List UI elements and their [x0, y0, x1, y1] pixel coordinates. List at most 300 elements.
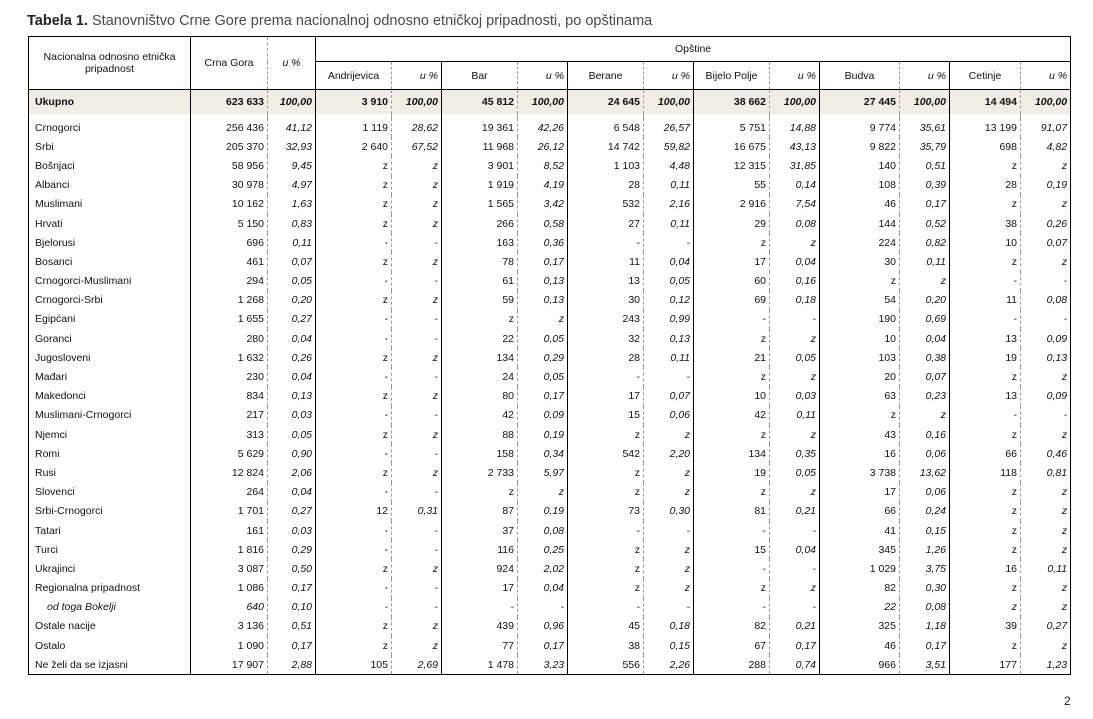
cell-percent: 0,17 — [900, 195, 950, 214]
cell-percent: 0,39 — [900, 176, 950, 195]
row-label: Tatari — [35, 524, 61, 537]
header-country: Crna Gora — [191, 37, 268, 90]
cell-percent: 0,36 — [518, 233, 568, 252]
total-label: Ukupno — [29, 90, 191, 115]
cell-count: 1 565 — [442, 195, 518, 214]
cell-percent: 0,15 — [900, 521, 950, 540]
cell-count: 288 — [694, 655, 770, 675]
cell-count: 21 — [694, 348, 770, 367]
table-title-prefix: Tabela 1. — [27, 13, 88, 29]
cell-count: 1 816 — [191, 540, 268, 559]
cell-percent: - — [770, 521, 820, 540]
cell-percent: 0,05 — [268, 425, 316, 444]
cell-count: 280 — [191, 329, 268, 348]
cell-count: - — [316, 521, 392, 540]
table-row — [29, 444, 1071, 463]
cell-count: - — [568, 367, 644, 386]
cell-percent: 0,04 — [770, 252, 820, 271]
cell-percent: 0,11 — [644, 348, 694, 367]
cell-count: 696 — [191, 233, 268, 252]
table-row — [29, 176, 1071, 195]
row-label: Srbi — [35, 140, 54, 153]
cell-percent: - — [1021, 406, 1071, 425]
cell-count: z — [442, 483, 518, 502]
header-municipality-pct: u % — [644, 62, 694, 90]
cell-count: - — [316, 272, 392, 291]
cell-percent: z — [392, 463, 442, 482]
cell-percent: - — [392, 540, 442, 559]
cell-count: 38 662 — [694, 90, 770, 115]
cell-count: z — [568, 579, 644, 598]
cell-count: 73 — [568, 502, 644, 521]
row-label: Srbi-Crnogorci — [35, 505, 103, 518]
cell-percent: 0,05 — [770, 463, 820, 482]
cell-percent: z — [770, 579, 820, 598]
cell-percent: - — [1021, 272, 1071, 291]
cell-percent: z — [770, 367, 820, 386]
cell-count: 205 370 — [191, 137, 268, 156]
cell-percent: 0,13 — [268, 387, 316, 406]
cell-count: - — [316, 233, 392, 252]
cell-percent: 0,21 — [770, 502, 820, 521]
cell-percent: 0,26 — [1021, 214, 1071, 233]
cell-percent: 0,06 — [900, 483, 950, 502]
cell-count: 243 — [568, 310, 644, 329]
cell-count: 1 086 — [191, 579, 268, 598]
cell-percent: 0,17 — [770, 636, 820, 655]
cell-count: 158 — [442, 444, 518, 463]
cell-count: z — [568, 425, 644, 444]
cell-percent: 0,14 — [770, 176, 820, 195]
table-row — [29, 233, 1071, 252]
cell-percent: z — [1021, 598, 1071, 617]
cell-percent: 0,27 — [268, 502, 316, 521]
cell-percent: 0,20 — [900, 291, 950, 310]
cell-percent: z — [392, 291, 442, 310]
row-label: Makedonci — [35, 390, 86, 403]
cell-percent: 0,19 — [518, 425, 568, 444]
cell-percent: 2,02 — [518, 559, 568, 578]
cell-count: 11 — [950, 291, 1021, 310]
cell-percent: z — [1021, 367, 1071, 386]
cell-percent: 0,35 — [770, 444, 820, 463]
cell-percent: 0,30 — [900, 579, 950, 598]
table-row — [29, 272, 1071, 291]
cell-percent: z — [644, 540, 694, 559]
cell-count: 439 — [442, 617, 518, 636]
cell-percent: 35,79 — [900, 137, 950, 156]
cell-percent: 0,05 — [518, 367, 568, 386]
cell-count: - — [694, 521, 770, 540]
cell-percent: 0,05 — [268, 272, 316, 291]
row-label: Crnogorci-Srbi — [35, 294, 103, 307]
cell-count: z — [694, 233, 770, 252]
cell-count: - — [950, 406, 1021, 425]
table-row — [29, 406, 1071, 425]
cell-percent: 1,23 — [1021, 655, 1071, 675]
cell-percent: 35,61 — [900, 118, 950, 137]
cell-percent: 100,00 — [900, 90, 950, 115]
cell-percent: 0,29 — [518, 348, 568, 367]
cell-percent: 3,42 — [518, 195, 568, 214]
cell-percent: z — [1021, 252, 1071, 271]
table-row — [29, 348, 1071, 367]
row-label: Ostalo — [35, 639, 66, 652]
cell-percent: 0,46 — [1021, 444, 1071, 463]
cell-percent: 0,17 — [268, 579, 316, 598]
cell-percent: 0,17 — [518, 387, 568, 406]
cell-count: z — [694, 425, 770, 444]
table-row — [29, 425, 1071, 444]
cell-count: 11 — [568, 252, 644, 271]
cell-count: 29 — [694, 214, 770, 233]
row-label: Bosanci — [35, 255, 73, 268]
cell-percent: 100,00 — [392, 90, 442, 115]
row-label: Hrvati — [35, 217, 63, 230]
cell-percent: 0,99 — [644, 310, 694, 329]
row-label: Ne želi da se izjasni — [35, 658, 128, 671]
cell-count: z — [568, 483, 644, 502]
cell-percent: z — [392, 176, 442, 195]
cell-count: 1 478 — [442, 655, 518, 675]
cell-percent: 2,69 — [392, 655, 442, 675]
cell-count: 1 029 — [820, 559, 900, 578]
cell-percent: 0,90 — [268, 444, 316, 463]
cell-percent: z — [392, 559, 442, 578]
cell-count: 217 — [191, 406, 268, 425]
row-label: Rusi — [35, 466, 57, 479]
cell-count: 10 — [820, 329, 900, 348]
header-municipality-pct: u % — [1021, 62, 1071, 90]
cell-count: z — [568, 559, 644, 578]
cell-percent: - — [392, 310, 442, 329]
cell-percent: 0,51 — [900, 156, 950, 175]
header-municipalities-group: Opštine — [316, 37, 1071, 62]
cell-count: z — [316, 636, 392, 655]
cell-percent: - — [644, 521, 694, 540]
cell-percent: z — [644, 463, 694, 482]
cell-count: 15 — [694, 540, 770, 559]
cell-count: 17 — [694, 252, 770, 271]
cell-count: 14 494 — [950, 90, 1021, 115]
cell-percent: 0,06 — [900, 444, 950, 463]
cell-count: 30 978 — [191, 176, 268, 195]
cell-count: 103 — [820, 348, 900, 367]
cell-count: - — [316, 406, 392, 425]
cell-percent: 0,08 — [770, 214, 820, 233]
cell-percent: 0,17 — [268, 636, 316, 655]
cell-count: 28 — [950, 176, 1021, 195]
cell-percent: - — [770, 310, 820, 329]
cell-count: z — [316, 617, 392, 636]
cell-percent: 13,62 — [900, 463, 950, 482]
cell-percent: z — [770, 233, 820, 252]
table-row — [29, 214, 1071, 233]
cell-count: 556 — [568, 655, 644, 675]
cell-percent: 0,11 — [900, 252, 950, 271]
cell-percent: 0,11 — [770, 406, 820, 425]
cell-percent: 1,18 — [900, 617, 950, 636]
cell-count: 39 — [950, 617, 1021, 636]
cell-count: z — [694, 579, 770, 598]
cell-percent: 100,00 — [770, 90, 820, 115]
cell-count: 32 — [568, 329, 644, 348]
cell-percent: 3,51 — [900, 655, 950, 675]
cell-percent: 0,17 — [518, 636, 568, 655]
cell-percent: 0,17 — [900, 636, 950, 655]
row-label: Crnogorci — [35, 121, 81, 134]
row-label: Bjelorusi — [35, 236, 76, 249]
cell-count: 30 — [568, 291, 644, 310]
cell-count: - — [568, 233, 644, 252]
cell-count: 9 822 — [820, 137, 900, 156]
cell-percent: z — [392, 348, 442, 367]
cell-count: - — [316, 598, 392, 617]
cell-percent: 5,97 — [518, 463, 568, 482]
cell-percent: 100,00 — [518, 90, 568, 115]
table-row — [29, 367, 1071, 386]
cell-percent: - — [392, 406, 442, 425]
cell-percent: z — [1021, 156, 1071, 175]
cell-count: 45 812 — [442, 90, 518, 115]
cell-count: 6 548 — [568, 118, 644, 137]
cell-count: z — [316, 195, 392, 214]
cell-percent: 0,52 — [900, 214, 950, 233]
cell-count: 116 — [442, 540, 518, 559]
cell-count: z — [820, 406, 900, 425]
header-municipality-pct: u % — [900, 62, 950, 90]
cell-count: 88 — [442, 425, 518, 444]
row-label: Njemci — [35, 428, 68, 441]
row-label: Mađari — [35, 371, 68, 384]
table-row — [29, 636, 1071, 655]
cell-count: 5 629 — [191, 444, 268, 463]
table-row — [29, 137, 1071, 156]
table-row — [29, 329, 1071, 348]
cell-percent: 3,75 — [900, 559, 950, 578]
cell-percent: - — [392, 367, 442, 386]
cell-count: 10 — [950, 233, 1021, 252]
cell-percent: 0,05 — [770, 348, 820, 367]
cell-count: 3 136 — [191, 617, 268, 636]
cell-percent: 100,00 — [1021, 90, 1071, 115]
cell-percent: 32,93 — [268, 137, 316, 156]
cell-percent: 4,82 — [1021, 137, 1071, 156]
cell-percent: 0,13 — [518, 272, 568, 291]
cell-percent: 0,04 — [644, 252, 694, 271]
cell-count: 67 — [694, 636, 770, 655]
row-label: Regionalna pripadnost — [35, 582, 141, 595]
cell-count: 55 — [694, 176, 770, 195]
cell-percent: 0,81 — [1021, 463, 1071, 482]
cell-percent: 100,00 — [644, 90, 694, 115]
cell-count: 37 — [442, 521, 518, 540]
cell-count: - — [568, 521, 644, 540]
cell-count: 1 103 — [568, 156, 644, 175]
cell-percent: 0,04 — [268, 483, 316, 502]
cell-count: z — [316, 176, 392, 195]
cell-percent: z — [392, 617, 442, 636]
cell-percent: 0,13 — [644, 329, 694, 348]
cell-count: 28 — [568, 348, 644, 367]
cell-count: 2 733 — [442, 463, 518, 482]
cell-count: z — [316, 156, 392, 175]
cell-percent: 0,20 — [268, 291, 316, 310]
cell-count: 924 — [442, 559, 518, 578]
table-row — [29, 655, 1071, 675]
cell-count: 82 — [694, 617, 770, 636]
cell-count: 14 742 — [568, 137, 644, 156]
cell-count: 325 — [820, 617, 900, 636]
cell-count: 264 — [191, 483, 268, 502]
header-municipality: Budva — [820, 62, 900, 90]
cell-count: - — [950, 310, 1021, 329]
cell-count: 9 774 — [820, 118, 900, 137]
cell-percent: z — [1021, 636, 1071, 655]
table-title-text: Stanovništvo Crne Gore prema nacionalnoj odnosno etničkoj pripadnosti, po opštinama — [92, 13, 653, 29]
cell-percent: - — [392, 233, 442, 252]
cell-percent: 0,04 — [268, 367, 316, 386]
row-label: Goranci — [35, 332, 72, 345]
cell-percent: 8,52 — [518, 156, 568, 175]
cell-count: 66 — [950, 444, 1021, 463]
cell-percent: 0,50 — [268, 559, 316, 578]
row-label: Crnogorci-Muslimani — [35, 275, 132, 288]
cell-percent: 0,03 — [268, 406, 316, 425]
cell-count: 698 — [950, 137, 1021, 156]
cell-count: z — [316, 463, 392, 482]
cell-percent: 0,16 — [900, 425, 950, 444]
cell-percent: 0,13 — [1021, 348, 1071, 367]
page-number: 2 — [1064, 694, 1071, 708]
table-row — [29, 559, 1071, 578]
cell-percent: 2,20 — [644, 444, 694, 463]
cell-percent: 0,09 — [1021, 387, 1071, 406]
cell-percent: z — [1021, 521, 1071, 540]
cell-count: 461 — [191, 252, 268, 271]
cell-count: 640 — [191, 598, 268, 617]
table-row — [29, 579, 1071, 598]
cell-percent: z — [392, 214, 442, 233]
cell-percent: z — [1021, 540, 1071, 559]
cell-percent: 0,07 — [268, 252, 316, 271]
header-municipality: Cetinje — [950, 62, 1021, 90]
cell-percent: 0,04 — [770, 540, 820, 559]
cell-count: z — [694, 329, 770, 348]
header-row-1 — [29, 37, 1071, 62]
row-label: Bošnjaci — [35, 159, 75, 172]
cell-count: z — [950, 502, 1021, 521]
cell-count: 19 361 — [442, 118, 518, 137]
cell-count: z — [316, 214, 392, 233]
cell-count: 3 738 — [820, 463, 900, 482]
cell-count: 60 — [694, 272, 770, 291]
cell-count: z — [316, 559, 392, 578]
total-row — [29, 90, 1071, 115]
cell-count: 54 — [820, 291, 900, 310]
table-title — [27, 13, 652, 29]
cell-count: 80 — [442, 387, 518, 406]
cell-percent: 0,16 — [770, 272, 820, 291]
cell-count: 24 645 — [568, 90, 644, 115]
cell-count: z — [950, 252, 1021, 271]
cell-count: 28 — [568, 176, 644, 195]
table-row — [29, 195, 1071, 214]
cell-percent: 9,45 — [268, 156, 316, 175]
cell-count: 140 — [820, 156, 900, 175]
cell-count: z — [568, 540, 644, 559]
cell-count: z — [694, 367, 770, 386]
cell-count: 12 824 — [191, 463, 268, 482]
cell-count: 78 — [442, 252, 518, 271]
header-category: Nacionalna odnosno etnička pripadnost — [29, 37, 191, 90]
cell-percent: z — [644, 579, 694, 598]
row-label: Albanci — [35, 179, 70, 192]
header-municipality: Berane — [568, 62, 644, 90]
table-row — [29, 387, 1071, 406]
cell-count: 19 — [950, 348, 1021, 367]
cell-count: 38 — [568, 636, 644, 655]
cell-percent: 91,07 — [1021, 118, 1071, 137]
cell-percent: 4,97 — [268, 176, 316, 195]
cell-count: - — [316, 310, 392, 329]
cell-count: 66 — [820, 502, 900, 521]
cell-percent: - — [770, 598, 820, 617]
cell-count: 87 — [442, 502, 518, 521]
header-municipality-pct: u % — [518, 62, 568, 90]
cell-percent: 26,12 — [518, 137, 568, 156]
cell-percent: - — [518, 598, 568, 617]
cell-count: z — [442, 310, 518, 329]
row-label: Romi — [35, 447, 60, 460]
row-label: Egipćani — [35, 313, 76, 326]
cell-percent: 0,18 — [770, 291, 820, 310]
cell-percent: z — [770, 425, 820, 444]
cell-count: 224 — [820, 233, 900, 252]
cell-count: z — [950, 598, 1021, 617]
cell-count: 294 — [191, 272, 268, 291]
cell-percent: 0,38 — [900, 348, 950, 367]
cell-count: 134 — [694, 444, 770, 463]
cell-count: 12 — [316, 502, 392, 521]
cell-percent: z — [518, 483, 568, 502]
cell-percent: 0,07 — [644, 387, 694, 406]
cell-percent: 0,24 — [900, 502, 950, 521]
cell-percent: - — [1021, 310, 1071, 329]
cell-count: z — [316, 348, 392, 367]
cell-percent: 0,11 — [644, 176, 694, 195]
cell-count: 3 910 — [316, 90, 392, 115]
cell-percent: 0,25 — [518, 540, 568, 559]
cell-count: 3 087 — [191, 559, 268, 578]
cell-percent: - — [392, 272, 442, 291]
cell-percent: 26,57 — [644, 118, 694, 137]
cell-percent: - — [392, 329, 442, 348]
cell-count: 82 — [820, 579, 900, 598]
cell-percent: 0,08 — [518, 521, 568, 540]
cell-percent: 0,27 — [1021, 617, 1071, 636]
cell-percent: 0,09 — [1021, 329, 1071, 348]
cell-count: 1 655 — [191, 310, 268, 329]
header-country-pct: u % — [268, 37, 316, 90]
cell-percent: z — [518, 310, 568, 329]
header-municipality-pct: u % — [392, 62, 442, 90]
cell-percent: 0,29 — [268, 540, 316, 559]
row-label: Turci — [35, 543, 58, 556]
cell-percent: 67,52 — [392, 137, 442, 156]
cell-count: 19 — [694, 463, 770, 482]
cell-count: 13 199 — [950, 118, 1021, 137]
